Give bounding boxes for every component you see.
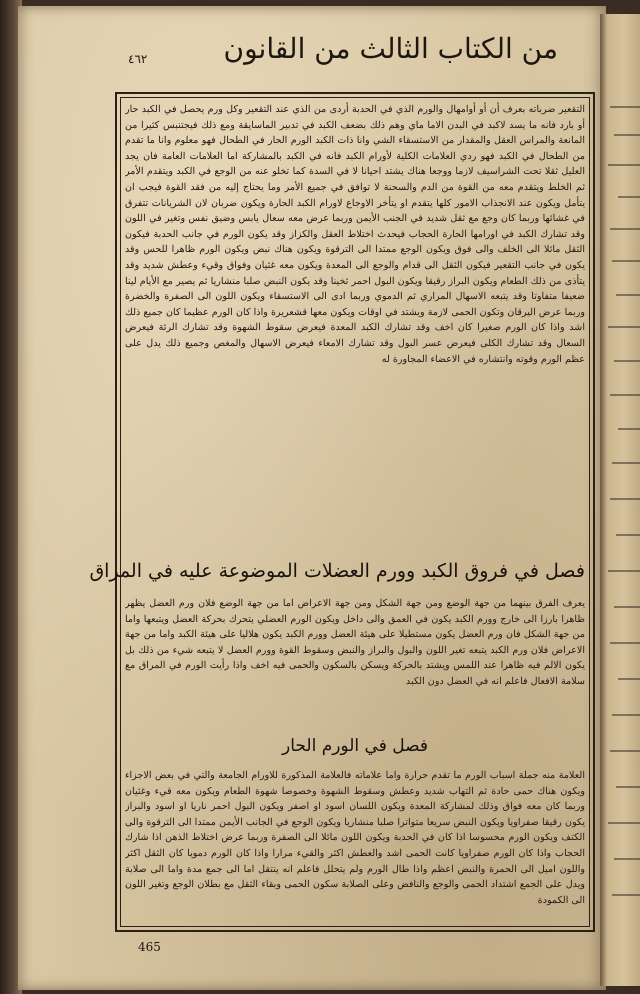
facing-page-edge <box>600 14 640 986</box>
body-text-section-2: يعرف الفرق بينهما من جهة الوضع ومن جهة الشكل ومن جهة الاعراض اما من جهة الوضع فلان ورم العضل يظهر ظاهرا بارزا الى خارج وورم الكبد يكون في العمق والى داخل ويكون الورم العضلي يتحرك بحركة العضل ويتبعها واما من جهة الشكل فان ورم العضل يكون مستطيلا على هيئة العضل وورم الكبد يكون هلاليا على هيئة الكبد واما من جهة الاعراض فلان ورم الكبد يتبعه تغير اللون والبول والبراز والنبض وسقوط القوة وورم العضل لا يتبعه شيء من ذلك بل يكون الالم فيه ظاهرا عند اللمس ويشتد بالحركة ويسكن بالسكون والحمى فيه اخف واذا رأيت الورم في المراق مع سلامة الافعال فاعلم انه في العضل دون الكبد <box>125 598 585 687</box>
body-text-section-3: العلامة منه جملة اسباب الورم ما تقدم حرارة واما علاماته فالعلامة المذكورة للاورام الجامعة والتي في بعض الاجزاء ويكون هناك حمى حادة ثم التهاب شديد وعطش وسقوط الشهوة وخصوصا شهوة الطعام ويكون معه قيء وغثيان وربما كان معه فواق وذلك لمشاركة المعدة ويكون اللسان اسود او اصفر ويكون البول احمر ناريا او اسود والبراز يكون رقيقا صفراويا ويكون النبض سريعا متواترا صلبا منشاريا ويكون الوجع في الجانب الأيمن ممتدا الى الترقوة والى الكتف ويكون الورم محسوسا اذا كان في الحدبة ويكون اللون مائلا الى الصفرة وربما عرض اختلاط الذهن اذا شارك الحجاب واذا كان الورم صفراويا كانت الحمى اشد والعطش اكثر والقيء مرارا واذا كان الورم دمويا كان الثقل اكثر واللون اميل الى الحمرة والنبض اعظم واذا طال الورم ولم يتحلل فاعلم انه ينتقل اما الى جمع مدة واما الى صلابة ويدل على الجمع اشتداد الحمى والوجع والنافض وعلى الصلابة سكون الحمى وبقاء الثقل مع بطلان الوجع وتغير اللون الى الكمودة <box>125 770 585 906</box>
page-number-top: ٤٦٢ <box>128 52 148 66</box>
text-frame <box>89 92 595 932</box>
section-heading-liver-muscle: فصل في فروق الكبد وورم العضلات الموضوعة عليه في المراق <box>89 560 585 582</box>
page-number-bottom: 465 <box>138 940 161 954</box>
section-heading-hot-swelling: فصل في الورم الحار <box>282 736 428 756</box>
page-header <box>58 28 598 76</box>
running-title: من الكتاب الثالث من القانون <box>223 32 558 65</box>
manuscript-page <box>18 6 606 990</box>
body-text-section-1: التقعير ضرباته بعرف أن أو أوامهال والورم الذي في الحدبة أردى من الذي عند التقعير وكل ورم يحصل في الكبد حار أو بارد فانه ما يسد لاكبد في البدن الاما ماي وهم ذلك بضعف الكبد في تدبير الماسايقة ومع ذلك فيجتنبس كثيرا من المانعة والمراس العقل والمقدار من الاستسقاء الشي وانا ذات الكبد الورم الحار في الطحال فهو معلوم وانا ما تقدم من الطحال في الكبد فهو ردي العلامات الكلية لأورام الكبد فانه في الكبد بالمشاركة اما العلامات العامة فان يجد العليل ثقلا تحت الشراسيف لازما ووجعا هناك يشتد احيانا لا في السدة كما تخلو عنه من الوجع في الكبد ويتقدم الأمر ثم الخلط ويتقدم معه من القوة من الدم والسحنة لا توافق في جميع الأمر وما يحتاج إليه من فقد القوة فيجب ان يتأمل ويكون عند الانجذاب الامور كلها يتقدم او يتأخر الاوجاع لاورام الكبد الحارة ويكون ضربان لان الشريانات تتفرق في غشائها وربما كان وجع مع ثقل شديد في الجنب الأيمن وربما عرض معه سعال يابس وضيق نفس وتغير في اللون وقد تشارك الكبد في اورامها الحارة الحجاب فيحدث اختلاط العقل والكزاز وقد يكون الورم في جانب الحدبة فيكون الثقل مائلا الى الخلف والى فوق ويكون الوجع ممتدا الى الترقوة ويكون هناك نبض ويكون الورم ظاهرا للحس وقد يكون في جانب التقعير فيكون الثقل الى قدام والوجع الى المعدة ويكون معه غثيان وفواق وقيء وعطش شديد وقد يتأذى من ذلك الطعام ويكون البراز رقيقا ويكون البول احمر ثخينا وقد يكون النبض صلبا منشاريا ثم يصير مع الأيام لينا ضعيفا متفاوتا وقد يتبعه الاسهال المراري ثم الدموي وربما ادى الى الاستسقاء ويكون اللون الى الصفرة والخضرة وربما عرض اليرقان وتكون الحمى لازمة ويشتد في اوقات ويكون معها قشعريرة واذا كان الورم عظيما كان جميع ذلك اشد واذا كان الورم صغيرا كان اخف وقد تشارك الكبد المعدة فيعرض سقوط الشهوة وقد تشارك الرئة فيعرض السعال وقد تشارك الكلى فيعرض عسر البول وقد تشارك الامعاء فيعرض الاسهال والمغص وجميع ذلك يدل على عظم الورم وقوته وانتشاره في الاعضاء المجاورة له <box>125 104 585 365</box>
